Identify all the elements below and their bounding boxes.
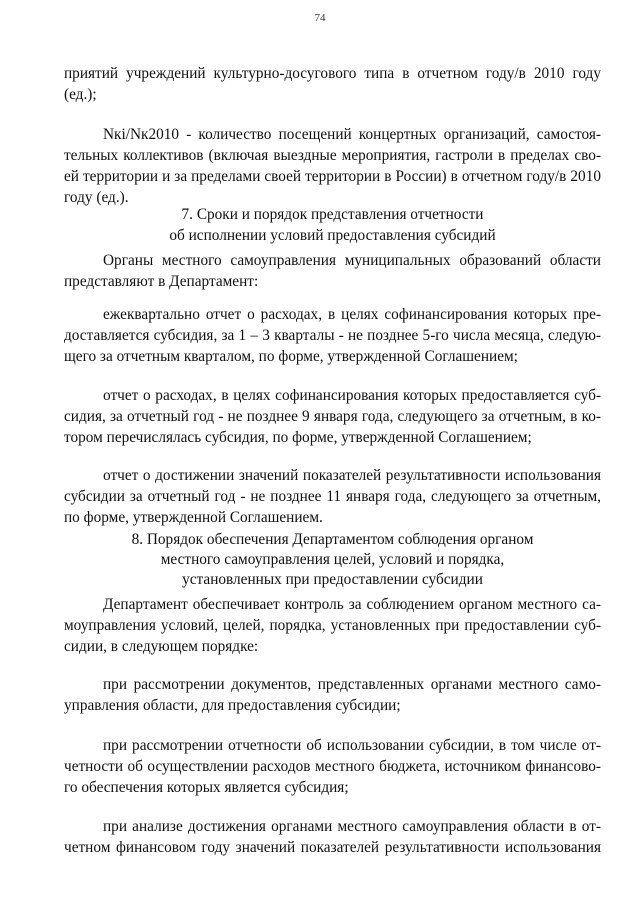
list-item-line: ежеквартально отчет о расходах, в целях софинансирования которых пре- — [103, 306, 601, 323]
text-line: приятий учреждений культурно-досугового типа в отчетном году/в 2010 году — [64, 65, 601, 82]
section-heading: об исполнении условий предоставления субсидий — [169, 227, 496, 244]
list-item-line: сидия, за отчетный год - не позднее 9 января года, следующего за отчетным, в ко- — [64, 408, 601, 425]
text-line: Органы местного самоуправления муниципальных образований области — [103, 252, 601, 269]
list-item-line: щего за отчетным кварталом, по форме, утвержденной Соглашением; — [64, 348, 518, 365]
text-line: моуправления условий, целей, порядка, установленных при предоставлении суб- — [64, 617, 601, 634]
list-item-line: субсидии за отчетный год - не позднее 11 января года, следующего за отчетным, — [64, 488, 601, 505]
text-line: году (ед.). — [64, 189, 129, 206]
section-heading: 7. Сроки и порядок представления отчетности — [181, 206, 484, 223]
text-line: Nкi/Nк2010 - количество посещений концертных организаций, самостоя- — [103, 126, 601, 143]
text-line: (ед.); — [64, 86, 97, 103]
section-heading: 8. Порядок обеспечения Департаментом соблюдения органом — [131, 531, 534, 548]
text-line: представляют в Департамент: — [64, 273, 259, 290]
list-item-line: отчет о расходах, в целях софинансирования которых предоставляется суб- — [103, 387, 601, 404]
list-item-line: четном финансовом году значений показателей результативности использования — [64, 839, 601, 856]
list-item-line: при рассмотрении документов, представленных органами местного само- — [103, 676, 601, 693]
page-number: 74 — [314, 12, 326, 24]
text-line: Департамент обеспечивает контроль за соблюдением органом местного са- — [103, 596, 601, 613]
list-item-line: управления области, для предоставления субсидии; — [64, 697, 401, 714]
list-item-line: доставляется субсидия, за 1 – 3 кварталы - не позднее 5-го числа месяца, следую- — [64, 327, 601, 344]
text-line: сидии, в следующем порядке: — [64, 638, 259, 655]
list-item-line: по форме, утвержденной Соглашением. — [64, 509, 323, 526]
section-heading: установленных при предоставлении субсидии — [182, 571, 483, 588]
list-item-line: при анализе достижения органами местного самоуправления области в от- — [103, 818, 601, 835]
text-line: тельных коллективов (включая выездные мероприятия, гастроли в пределах сво- — [64, 147, 601, 164]
section-heading: местного самоуправления целей, условий и порядка, — [160, 551, 505, 568]
list-item-line: тором перечислялась субсидия, по форме, утвержденной Соглашением; — [64, 429, 532, 446]
list-item-line: отчет о достижении значений показателей результативности использования — [103, 467, 601, 484]
list-item-line: го обеспечения которых является субсидия; — [64, 779, 349, 796]
list-item-line: четности об осуществлении расходов местного бюджета, источником финансово- — [64, 758, 601, 775]
list-item-line: при рассмотрении отчетности об использовании субсидии, в том числе от- — [103, 737, 601, 754]
text-line: ей территории и за пределами своей территории в России) в отчетном году/в 2010 — [64, 168, 601, 185]
